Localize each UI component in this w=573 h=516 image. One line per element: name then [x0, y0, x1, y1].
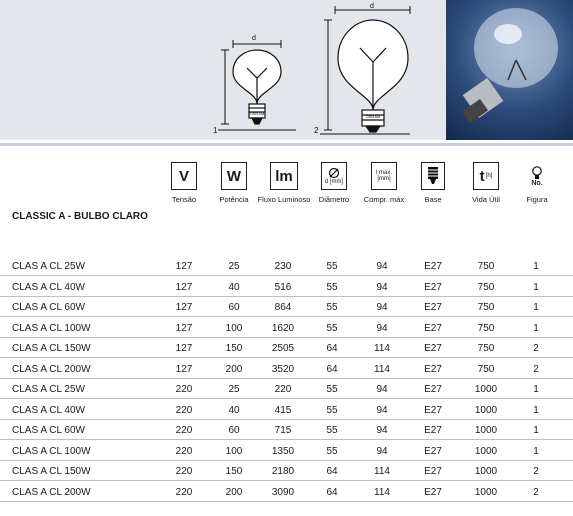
brand-label-1: OSRAM: [249, 111, 265, 116]
power-value: 60: [228, 425, 240, 436]
lumen-value: 1350: [271, 445, 295, 457]
life-value: 750: [477, 281, 495, 293]
product-name: CLAS A CL 200W: [12, 486, 91, 498]
screw-base-icon: [426, 166, 440, 186]
voltage-value: 127: [175, 322, 193, 334]
length-unit: [mm]: [377, 176, 391, 182]
life-value: 1000: [474, 404, 498, 416]
diameter-value: 64: [326, 466, 338, 477]
col-header-base: Base: [424, 195, 442, 204]
diameter-circle-icon: [328, 167, 340, 179]
base-icon: [421, 162, 445, 190]
power-value: 150: [225, 343, 243, 354]
col-header-figura: Figura: [526, 195, 548, 204]
figure-value: 1: [533, 384, 539, 395]
length-max-label: l max.: [375, 170, 392, 176]
product-name: CLAS A CL 200W: [12, 363, 91, 375]
base-value: E27: [424, 322, 442, 334]
length-value: 114: [374, 363, 390, 375]
figure-value: 1: [533, 302, 539, 313]
lumen-value: 230: [274, 261, 292, 272]
life-value: 1000: [474, 384, 498, 395]
table-row: [0, 359, 573, 379]
lifetime-icon: [473, 162, 499, 190]
figure-value: 1: [533, 425, 539, 436]
voltage-value: 127: [175, 302, 193, 313]
diameter-value: 64: [326, 486, 338, 498]
table-row: [0, 277, 573, 297]
diameter-value: 64: [326, 343, 338, 354]
lumen-value: 516: [274, 281, 292, 293]
figure-value: 1: [533, 445, 539, 457]
diameter-value: 64: [326, 363, 338, 375]
power-value: 200: [225, 486, 243, 498]
figure-value: 2: [533, 343, 539, 354]
product-name: CLAS A CL 60W: [12, 425, 85, 436]
col-header-potencia: Potência: [219, 195, 249, 204]
product-name: CLAS A CL 150W: [12, 343, 91, 354]
life-value: 1000: [474, 486, 498, 498]
length-value: 94: [376, 384, 388, 395]
length-value: 94: [376, 302, 388, 313]
table-row: [0, 318, 573, 338]
base-value: E27: [424, 445, 442, 457]
lumen-value: 3090: [271, 486, 295, 498]
figure-value: 1: [533, 322, 539, 334]
diameter-value: 55: [326, 425, 338, 436]
power-value: 200: [225, 363, 243, 375]
diameter-value: 55: [326, 281, 338, 293]
voltage-value: 127: [175, 261, 193, 272]
separator-gray: [0, 143, 573, 146]
lumen-value: 220: [274, 384, 292, 395]
col-header-vida-util: Vida Útil: [472, 195, 500, 204]
figure-value: 1: [533, 261, 539, 272]
figure-number-icon: [524, 162, 550, 190]
length-value: 114: [374, 343, 390, 354]
product-name: CLAS A CL 100W: [12, 322, 91, 334]
voltage-value: 220: [175, 466, 193, 477]
table-row: [0, 461, 573, 481]
diameter-value: 55: [326, 445, 338, 457]
length-value: 94: [376, 425, 388, 436]
power-value: 40: [228, 281, 240, 293]
product-name: CLAS A CL 150W: [12, 466, 91, 477]
life-value: 1000: [474, 466, 498, 477]
lamp-photo-image: [446, 0, 573, 140]
figure-value: 2: [533, 466, 539, 477]
diameter-value: 55: [326, 261, 338, 272]
section-title: CLASSIC A - BULBO CLARO: [12, 211, 148, 222]
length-value: 94: [376, 281, 388, 293]
product-name: CLAS A CL 40W: [12, 404, 85, 416]
table-row: [0, 379, 573, 399]
length-value: 114: [374, 466, 390, 477]
base-value: E27: [424, 486, 442, 498]
brand-label-2: OSRAM: [365, 114, 381, 119]
power-value: 100: [225, 322, 243, 334]
lumen-value: 2505: [271, 343, 295, 354]
figure-2-label: 2: [314, 126, 319, 135]
figure-number-label: No.: [531, 179, 543, 187]
lumen-value: 2180: [271, 466, 295, 477]
base-value: E27: [424, 302, 442, 313]
voltage-value: 220: [175, 425, 193, 436]
diameter-value: 55: [326, 302, 338, 313]
figure-1-label: 1: [213, 126, 218, 135]
base-value: E27: [424, 281, 442, 293]
voltage-value: 220: [175, 404, 193, 416]
base-value: E27: [424, 404, 442, 416]
length-icon: [371, 162, 397, 190]
table-row: [0, 338, 573, 358]
base-value: E27: [424, 466, 442, 477]
lumen-value: 1620: [271, 322, 295, 334]
bulb-diagram: [0, 0, 446, 140]
product-name: CLAS A CL 100W: [12, 445, 91, 457]
dim-d-label-2: d: [370, 3, 374, 10]
lumen-value: 864: [274, 302, 292, 313]
figure-value: 2: [533, 363, 539, 375]
length-value: 94: [376, 404, 388, 416]
figure-value: 2: [533, 486, 539, 498]
voltage-value: 220: [175, 486, 193, 498]
base-value: E27: [424, 363, 442, 375]
life-value: 1000: [474, 425, 498, 436]
lumen-symbol: lm: [275, 167, 293, 185]
diameter-value: 55: [326, 384, 338, 395]
voltage-icon: [171, 162, 197, 190]
diameter-unit: d [mm]: [324, 179, 344, 185]
col-header-diametro: Diâmetro: [318, 195, 350, 204]
col-header-comprimento: Compr. máx: [363, 195, 405, 204]
product-name: CLAS A CL 25W: [12, 261, 85, 272]
power-value: 60: [228, 302, 240, 313]
voltage-value: 220: [175, 384, 193, 395]
voltage-symbol: V: [178, 167, 189, 185]
lifetime-unit: [h]: [485, 173, 493, 179]
length-value: 94: [376, 445, 388, 457]
table-row: [0, 420, 573, 440]
table-row: [0, 441, 573, 461]
table-row: [0, 256, 573, 276]
table-row: [0, 482, 573, 502]
life-value: 750: [477, 343, 495, 354]
lumen-icon: [270, 162, 298, 190]
product-name: CLAS A CL 40W: [12, 281, 85, 293]
power-value: 25: [228, 384, 240, 395]
power-symbol: W: [226, 167, 242, 185]
diameter-icon: [321, 162, 347, 190]
voltage-value: 220: [175, 445, 193, 457]
table-row: [0, 400, 573, 420]
power-value: 25: [228, 261, 240, 272]
life-value: 750: [477, 261, 495, 272]
lumen-value: 3520: [271, 363, 295, 375]
product-name: CLAS A CL 60W: [12, 302, 85, 313]
col-header-fluxo: Fluxo Luminoso: [257, 195, 311, 204]
voltage-value: 127: [175, 363, 193, 375]
base-value: E27: [424, 261, 442, 272]
diameter-value: 55: [326, 322, 338, 334]
voltage-value: 127: [175, 343, 193, 354]
bulb-icon: [531, 166, 543, 180]
life-value: 750: [477, 302, 495, 313]
voltage-value: 127: [175, 281, 193, 293]
figure-value: 1: [533, 281, 539, 293]
table-row: [0, 297, 573, 317]
base-value: E27: [424, 425, 442, 436]
length-value: 114: [374, 486, 390, 498]
power-value: 100: [225, 445, 243, 457]
power-value: 40: [228, 404, 240, 416]
life-value: 750: [477, 322, 495, 334]
power-value: 150: [225, 466, 243, 477]
base-value: E27: [424, 343, 442, 354]
life-value: 1000: [474, 445, 498, 457]
power-icon: [221, 162, 247, 190]
dim-d-label-1: d: [252, 35, 256, 42]
figure-value: 1: [533, 404, 539, 416]
length-value: 94: [376, 261, 388, 272]
col-header-tensao: Tensão: [171, 195, 197, 204]
base-value: E27: [424, 384, 442, 395]
lifetime-symbol: t: [479, 167, 485, 185]
length-value: 94: [376, 322, 388, 334]
diameter-value: 55: [326, 404, 338, 416]
product-name: CLAS A CL 25W: [12, 384, 85, 395]
lamp-photo: [446, 0, 573, 140]
lumen-value: 415: [274, 404, 292, 416]
life-value: 750: [477, 363, 495, 375]
lumen-value: 715: [274, 425, 292, 436]
